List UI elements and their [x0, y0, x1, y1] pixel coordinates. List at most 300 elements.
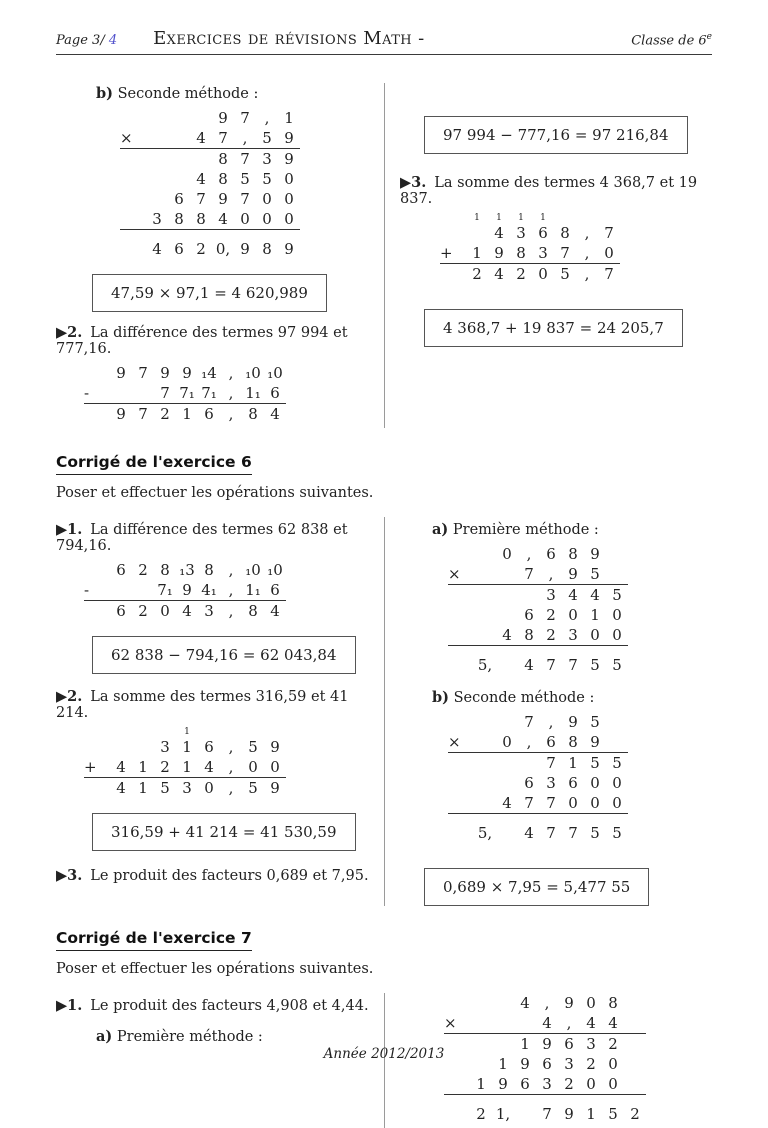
op-empty-cell	[110, 580, 132, 600]
op-digit-cell: 4₁	[201, 581, 217, 599]
op-digit-cell: 6	[542, 1055, 552, 1073]
op-digit-cell: 4	[568, 586, 578, 604]
op-sign	[84, 601, 110, 621]
op-empty-cell	[168, 169, 190, 189]
op-digit-cell: ,	[526, 545, 532, 563]
op-row	[448, 544, 628, 564]
op-digit-cell: 7	[546, 794, 556, 812]
op-row	[84, 560, 286, 580]
op-digit-cell	[554, 213, 576, 223]
op-digit-cell: ,	[228, 561, 234, 579]
op-digit-cell: ,	[548, 565, 554, 583]
op-digit-cell: 3	[204, 602, 214, 620]
op-digit-cell: 7₁	[201, 384, 217, 402]
op-empty-cell	[492, 993, 514, 1013]
op-digit-cell: 1	[182, 758, 192, 776]
op-empty-cell	[146, 189, 168, 209]
op-empty-cell	[496, 564, 518, 584]
op-digit-cell: 7	[524, 565, 534, 583]
op-digit-cell: 2	[564, 1075, 574, 1093]
method-a-label: a)	[432, 521, 449, 538]
op-digit-cell: 3	[160, 738, 170, 756]
op-digit-cell: 0	[586, 994, 596, 1012]
op-digit-cell: 0	[262, 210, 272, 228]
op-empty-cell	[474, 753, 496, 773]
answer-box-sub1	[424, 116, 688, 154]
op-digit-cell: 6	[520, 1075, 530, 1093]
op-digit-cell: 9	[116, 364, 126, 382]
op-row	[84, 737, 286, 757]
op-digit-cell: 5	[590, 656, 600, 674]
item-2	[56, 324, 384, 357]
op-digit-cell: ,	[228, 738, 234, 756]
op-digit-cell: 9	[284, 129, 294, 147]
op-empty-cell	[474, 605, 496, 625]
op-digit-cell	[264, 727, 286, 737]
multiplication-operation-97-1-x-47-59	[120, 108, 300, 259]
op-sign	[448, 712, 474, 732]
op-digit-cell: 9	[116, 405, 126, 423]
op-empty-cell	[168, 149, 190, 169]
op-sign	[440, 223, 466, 243]
subtraction-operation-97994-777-16	[84, 363, 286, 424]
op-digit-cell: 5	[248, 738, 258, 756]
op-digit-cell: 6	[538, 224, 548, 242]
op-empty-cell	[496, 585, 518, 605]
subtraction-operation-62838-794-16	[84, 560, 286, 621]
op-sign	[448, 793, 474, 813]
op-digit-cell: 4	[494, 224, 504, 242]
op-row	[444, 993, 646, 1013]
answer-box-add1	[424, 309, 683, 347]
op-digit-cell: 0,	[215, 240, 231, 258]
op-digit-cell: 6	[524, 606, 534, 624]
op-digit-cell: 7	[568, 824, 578, 842]
answer-text: 0,689 × 7,95 = 5,477 55	[443, 878, 631, 896]
op-digit-cell: 2	[476, 1105, 486, 1123]
op-sign	[120, 169, 146, 189]
op-digit-cell: 0	[590, 794, 600, 812]
op-sign	[120, 209, 146, 229]
op-digit-cell: 4	[608, 1014, 618, 1032]
op-digit-cell: 2	[608, 1035, 618, 1053]
op-sign	[84, 363, 110, 383]
op-row	[84, 363, 286, 383]
op-digit-cell: 0	[608, 1055, 618, 1073]
op-digit-cell: 1	[568, 754, 578, 772]
op-digit-cell: 9	[182, 581, 192, 599]
answer-box-add2	[92, 813, 356, 851]
page-header	[56, 28, 712, 55]
op-digit-cell: ,	[526, 733, 532, 751]
op-digit-cell: 8	[608, 994, 618, 1012]
op-digit-cell: 7	[568, 656, 578, 674]
op-digit-cell: 9	[182, 364, 192, 382]
op-digit-cell: 4	[116, 758, 126, 776]
op-digit-cell: 8	[248, 602, 258, 620]
op-empty-cell	[474, 732, 496, 752]
op-digit-cell: 2	[472, 265, 482, 283]
op-sign	[120, 239, 146, 259]
op-digit-cell: ₁0	[245, 364, 261, 382]
op-sign	[448, 544, 474, 564]
op-digit-cell: 4	[270, 405, 280, 423]
op-digit-cell: 1	[590, 606, 600, 624]
answer-text: 62 838 − 794,16 = 62 043,84	[111, 646, 337, 664]
exercise-6-item-1-text: La différence des termes 62 838 et 794,16.	[56, 522, 348, 554]
op-empty-cell	[132, 383, 154, 403]
op-digit-cell: 5	[612, 754, 622, 772]
item-3-text: La somme des termes 4 368,7 et 19 837.	[400, 175, 698, 207]
op-empty-cell	[474, 793, 496, 813]
op-digit-cell: 8	[196, 210, 206, 228]
exercise-6-item-2	[56, 688, 384, 721]
op-digit-cell: 1	[586, 1105, 596, 1123]
op-row	[84, 404, 286, 424]
op-digit-cell: 3	[568, 626, 578, 644]
op-digit-cell: 4	[204, 758, 214, 776]
op-sign	[444, 993, 470, 1013]
op-row	[448, 712, 628, 732]
top-left-column	[56, 83, 384, 428]
op-digit-cell: 6	[174, 190, 184, 208]
op-digit-cell: 3	[546, 586, 556, 604]
class-label-text: Classe de 6	[631, 33, 707, 48]
op-digit-cell: 2	[586, 1055, 596, 1073]
op-digit-cell: 7	[546, 824, 556, 842]
op-digit-cell: 1	[498, 1055, 508, 1073]
op-row	[440, 223, 620, 243]
op-digit-cell: 9	[284, 240, 294, 258]
op-digit-cell: 0	[590, 626, 600, 644]
op-digit-cell: 4	[218, 210, 228, 228]
op-row	[448, 585, 628, 605]
op-digit-cell: 0	[538, 265, 548, 283]
op-digit-cell: 3	[516, 224, 526, 242]
exercise-6-item-3-marker: ▶3.	[56, 867, 83, 884]
op-digit-cell: 8	[218, 170, 228, 188]
op-digit-cell	[624, 993, 646, 1013]
op-digit-cell	[606, 712, 628, 732]
op-digit-cell	[624, 1074, 646, 1094]
op-digit-cell: 8	[160, 561, 170, 579]
op-sign	[440, 213, 466, 223]
op-sign	[448, 773, 474, 793]
op-digit-cell: 9	[160, 364, 170, 382]
item-2-text: La différence des termes 97 994 et 777,16.	[56, 325, 348, 357]
op-digit-cell: 4	[152, 240, 162, 258]
op-digit-cell: ₁0	[267, 364, 283, 382]
op-digit-cell: 5	[590, 713, 600, 731]
op-digit-cell: 0	[612, 606, 622, 624]
op-digit-cell: 0	[262, 190, 272, 208]
op-digit-cell: 6	[546, 545, 556, 563]
op-empty-cell	[496, 773, 518, 793]
op-digit-cell: 5	[612, 824, 622, 842]
op-digit-cell	[242, 727, 264, 737]
method-a-line	[96, 1028, 384, 1045]
op-row	[448, 605, 628, 625]
op-empty-cell	[466, 223, 488, 243]
class-label	[631, 32, 712, 48]
op-digit-cell	[496, 655, 518, 675]
op-carry-row	[440, 213, 620, 223]
exercise-7-item-1-text: Le produit des facteurs 4,908 et 4,44.	[90, 998, 369, 1014]
op-digit-cell: 8	[204, 561, 214, 579]
op-row	[448, 753, 628, 773]
op-digit-cell: 5,	[477, 824, 493, 842]
op-digit-cell: 0	[590, 774, 600, 792]
op-digit-cell: 8	[174, 210, 184, 228]
page-footer: Année 2012/2013	[323, 1046, 445, 1062]
op-digit-cell: 8	[568, 545, 578, 563]
op-digit-cell: 9	[564, 994, 574, 1012]
op-digit-cell	[606, 564, 628, 584]
exercise-6-item-2-text: La somme des termes 316,59 et 41 214.	[56, 689, 349, 721]
exercise-6-intro: Poser et effectuer les opérations suivantes.	[56, 485, 374, 501]
op-digit-cell: 4	[502, 794, 512, 812]
op-digit-cell: 1	[138, 779, 148, 797]
op-sign	[448, 753, 474, 773]
op-digit-cell: 0	[284, 210, 294, 228]
op-digit-cell: 1₁	[245, 384, 261, 402]
op-digit-cell: 3	[586, 1035, 596, 1053]
op-digit-cell: 2	[546, 626, 556, 644]
op-empty-cell	[132, 580, 154, 600]
op-digit-cell	[624, 1013, 646, 1033]
op-digit-cell: 9	[498, 1075, 508, 1093]
method-b-label: b)	[96, 85, 113, 102]
op-digit-cell: 8	[516, 244, 526, 262]
op-digit-cell: 7	[196, 190, 206, 208]
op-digit-cell	[110, 727, 132, 737]
method-b-text: Seconde méthode :	[117, 86, 259, 102]
op-digit-cell: 3	[182, 779, 192, 797]
op-digit-cell: ,	[548, 713, 554, 731]
op-digit-cell: 4	[196, 129, 206, 147]
op-digit-cell: 9	[568, 713, 578, 731]
op-digit-cell: 3	[262, 150, 272, 168]
op-digit-cell: 9	[590, 733, 600, 751]
op-digit-cell: 0	[604, 244, 614, 262]
op-empty-cell	[146, 108, 168, 128]
op-row	[448, 564, 628, 585]
exercise-6-item-1-marker: ▶1.	[56, 521, 83, 538]
exercise-7-item-1-marker: ▶1.	[56, 997, 83, 1014]
op-sign: ×	[448, 733, 461, 751]
op-digit-cell: 5	[608, 1105, 618, 1123]
op-sign	[84, 404, 110, 424]
op-row	[84, 580, 286, 601]
method-b-line	[432, 689, 712, 706]
page-number-link[interactable]: 4	[108, 33, 118, 48]
op-digit-cell: 3	[538, 244, 548, 262]
op-digit-cell: 0	[284, 170, 294, 188]
op-empty-cell	[146, 169, 168, 189]
op-digit-cell	[220, 727, 242, 737]
exercise-6-item-3	[56, 867, 384, 884]
op-digit-cell: 3	[152, 210, 162, 228]
op-digit-cell: 6	[546, 733, 556, 751]
op-digit-cell: 8	[568, 733, 578, 751]
op-digit-cell: 4	[590, 586, 600, 604]
op-empty-cell	[470, 1013, 492, 1033]
exercise-6-right-column	[384, 517, 712, 906]
op-digit-cell: 5	[262, 129, 272, 147]
op-digit-cell: 8	[248, 405, 258, 423]
op-digit-cell: 7	[604, 224, 614, 242]
op-digit-cell: 9	[564, 1105, 574, 1123]
op-digit-cell: ₁0	[245, 561, 261, 579]
op-digit-cell: 6	[116, 561, 126, 579]
exercise-7-item-1	[56, 997, 384, 1014]
op-digit-cell: ,	[584, 265, 590, 283]
op-sign: ×	[448, 565, 461, 583]
op-sign: +	[84, 758, 97, 776]
op-row	[84, 383, 286, 404]
op-digit-cell: 2	[196, 240, 206, 258]
op-digit-cell: 4	[586, 1014, 596, 1032]
op-row	[84, 757, 286, 778]
op-digit-cell: 1	[472, 244, 482, 262]
op-digit-cell: 0	[502, 545, 512, 563]
op-digit-cell: 4	[542, 1014, 552, 1032]
op-digit-cell: 1	[182, 738, 192, 756]
op-digit-cell: 4	[502, 626, 512, 644]
op-digit-cell: 2	[160, 405, 170, 423]
op-digit-cell: 7	[524, 713, 534, 731]
op-row	[120, 169, 300, 189]
op-sign	[120, 108, 146, 128]
op-digit-cell: 0	[248, 758, 258, 776]
op-empty-cell	[496, 712, 518, 732]
op-sign	[440, 264, 466, 284]
op-digit-cell: 1	[182, 405, 192, 423]
op-digit-cell: 5	[262, 170, 272, 188]
op-digit-cell	[496, 823, 518, 843]
op-digit-cell: 0	[204, 779, 214, 797]
op-digit-cell: 4	[494, 265, 504, 283]
op-digit-cell: 6	[204, 405, 214, 423]
op-digit-cell: 1	[496, 213, 502, 223]
op-digit-cell: ₁4	[201, 364, 217, 382]
exercise-7-intro: Poser et effectuer les opérations suivantes.	[56, 961, 374, 977]
op-digit-cell: 9	[520, 1055, 530, 1073]
op-digit-cell: 0	[160, 602, 170, 620]
op-digit-cell: 4	[524, 824, 534, 842]
op-digit-cell: 7	[138, 364, 148, 382]
op-digit-cell: 2	[630, 1105, 640, 1123]
class-label-superscript: e	[706, 31, 712, 42]
top-section	[56, 83, 712, 428]
op-digit-cell	[154, 727, 176, 737]
op-digit-cell: ,	[228, 384, 234, 402]
op-digit-cell: 7	[560, 244, 570, 262]
op-digit-cell: 0	[568, 794, 578, 812]
op-digit-cell: 1	[476, 1075, 486, 1093]
op-digit-cell: 3	[546, 774, 556, 792]
multiplication-operation-7-95-x-0-689	[448, 712, 628, 843]
op-digit-cell: 0	[612, 794, 622, 812]
op-sign	[84, 727, 110, 737]
item-2-marker: ▶2.	[56, 324, 83, 341]
op-digit-cell: 9	[270, 779, 280, 797]
op-digit-cell: 5	[590, 565, 600, 583]
op-empty-cell	[518, 585, 540, 605]
op-digit-cell: 1₁	[245, 581, 261, 599]
op-sign	[84, 560, 110, 580]
op-sign: -	[84, 581, 90, 599]
op-digit-cell	[576, 213, 598, 223]
op-digit-cell: ,	[584, 244, 590, 262]
method-a-text: Première méthode :	[116, 1029, 263, 1045]
op-row	[448, 773, 628, 793]
op-digit-cell: ₁3	[179, 561, 195, 579]
op-digit-cell: 0	[586, 1075, 596, 1093]
exercise-6-item-2-marker: ▶2.	[56, 688, 83, 705]
op-digit-cell	[606, 732, 628, 752]
addition-operation-4368-7-plus-19837	[440, 213, 620, 284]
op-row	[448, 732, 628, 753]
op-row	[444, 1013, 646, 1034]
op-digit-cell: 1	[520, 1035, 530, 1053]
op-digit-cell: 5	[248, 779, 258, 797]
op-digit-cell: 0	[612, 774, 622, 792]
op-digit-cell: 4	[524, 656, 534, 674]
op-digit-cell: 8	[524, 626, 534, 644]
op-digit-cell: 5,	[477, 656, 493, 674]
op-sign	[444, 1074, 470, 1094]
op-digit-cell: 9	[590, 545, 600, 563]
op-digit-cell: 7	[604, 265, 614, 283]
op-digit-cell: ₁0	[267, 561, 283, 579]
op-row	[120, 209, 300, 230]
op-digit-cell: ,	[544, 994, 550, 1012]
method-b-text: Seconde méthode :	[453, 690, 595, 706]
op-empty-cell	[110, 383, 132, 403]
op-digit-cell: 4	[520, 994, 530, 1012]
op-digit-cell: 0	[284, 190, 294, 208]
op-row	[448, 655, 628, 675]
op-digit-cell: ,	[566, 1014, 572, 1032]
op-sign	[448, 585, 474, 605]
op-digit-cell: ,	[242, 129, 248, 147]
op-empty-cell	[474, 625, 496, 645]
answer-box-mult1	[92, 274, 327, 312]
op-empty-cell	[190, 149, 212, 169]
op-digit-cell: 1	[284, 109, 294, 127]
op-row	[120, 189, 300, 209]
op-digit-cell: 3	[542, 1075, 552, 1093]
op-digit-cell	[606, 544, 628, 564]
op-empty-cell	[496, 605, 518, 625]
op-row	[444, 1104, 646, 1124]
op-digit-cell: 7	[240, 109, 250, 127]
top-right-column	[384, 83, 712, 428]
op-sign: ×	[120, 129, 133, 147]
op-digit-cell: ,	[584, 224, 590, 242]
op-digit-cell: 2	[160, 758, 170, 776]
method-a-label: a)	[96, 1028, 113, 1045]
op-digit-cell: 1	[540, 213, 546, 223]
op-empty-cell	[110, 737, 132, 757]
op-digit-cell: 9	[218, 109, 228, 127]
op-digit-cell: 1	[518, 213, 524, 223]
op-empty-cell	[518, 753, 540, 773]
page-number-label: Page 3/	[56, 33, 109, 48]
section-heading-exercise-6: Corrigé de l'exercice 6	[56, 453, 252, 475]
op-digit-cell: 7₁	[179, 384, 195, 402]
